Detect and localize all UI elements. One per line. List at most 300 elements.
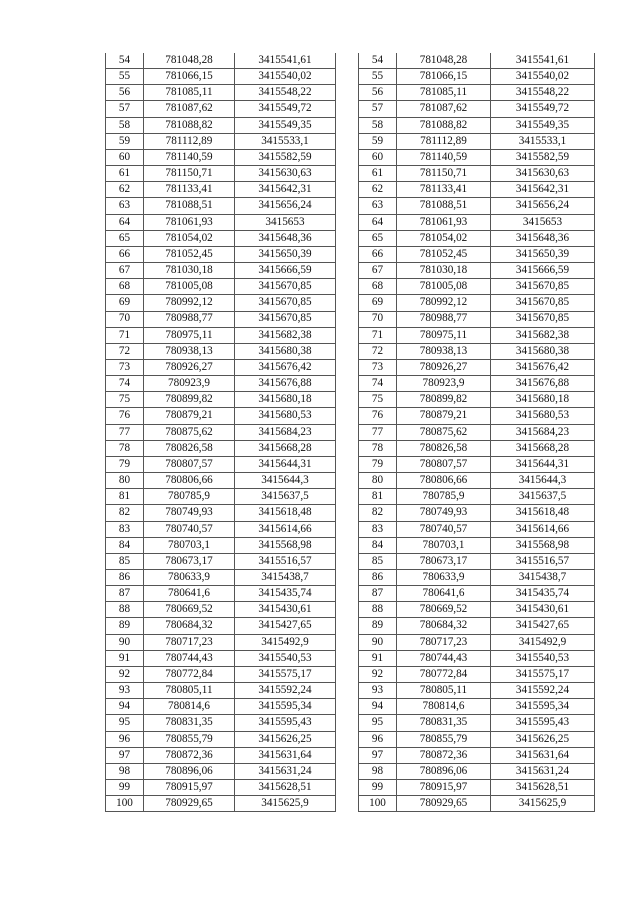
y-coordinate-cell: 3415680,53: [491, 408, 595, 424]
y-coordinate-cell: 3415680,18: [235, 392, 336, 408]
x-coordinate-cell: 780875,62: [397, 424, 491, 440]
y-coordinate-cell: 3415637,5: [235, 489, 336, 505]
y-coordinate-cell: 3415656,24: [235, 198, 336, 214]
point-number-cell: 94: [359, 699, 397, 715]
table-row: [106, 263, 336, 279]
point-number-cell: 67: [106, 263, 144, 279]
x-coordinate-cell: 780740,57: [144, 521, 235, 537]
point-number-cell: 100: [359, 796, 397, 812]
table-row: [359, 311, 595, 327]
x-coordinate-cell: 780992,12: [144, 295, 235, 311]
y-coordinate-cell: 3415631,64: [491, 747, 595, 763]
point-number-cell: 77: [106, 424, 144, 440]
point-number-cell: 70: [359, 311, 397, 327]
y-coordinate-cell: 3415595,34: [491, 699, 595, 715]
table-row: [359, 408, 595, 424]
table-row: [106, 650, 336, 666]
table-row: [106, 376, 336, 392]
x-coordinate-cell: 780923,9: [144, 376, 235, 392]
x-coordinate-cell: 780992,12: [397, 295, 491, 311]
x-coordinate-cell: 781061,93: [144, 214, 235, 230]
y-coordinate-cell: 3415626,25: [235, 731, 336, 747]
x-coordinate-cell: 781133,41: [144, 182, 235, 198]
x-coordinate-cell: 780923,9: [397, 376, 491, 392]
table-row: [106, 763, 336, 779]
point-number-cell: 80: [359, 473, 397, 489]
y-coordinate-cell: 3415650,39: [491, 246, 595, 262]
point-number-cell: 63: [359, 198, 397, 214]
point-number-cell: 65: [106, 230, 144, 246]
x-coordinate-cell: 781150,71: [144, 166, 235, 182]
point-number-cell: 73: [359, 359, 397, 375]
x-coordinate-cell: 780633,9: [397, 570, 491, 586]
point-number-cell: 65: [359, 230, 397, 246]
x-coordinate-cell: 780938,13: [397, 343, 491, 359]
table-row: [359, 473, 595, 489]
table-row: [106, 634, 336, 650]
table-row: [359, 359, 595, 375]
table-row: [359, 263, 595, 279]
x-coordinate-cell: 780717,23: [397, 634, 491, 650]
point-number-cell: 97: [359, 747, 397, 763]
y-coordinate-cell: 3415625,9: [491, 796, 595, 812]
x-coordinate-cell: 780673,17: [397, 553, 491, 569]
x-coordinate-cell: 780826,58: [397, 440, 491, 456]
table-row: [106, 392, 336, 408]
y-coordinate-cell: 3415670,85: [235, 311, 336, 327]
point-number-cell: 79: [359, 456, 397, 472]
table-row: [359, 246, 595, 262]
y-coordinate-cell: 3415435,74: [235, 586, 336, 602]
table-row: [359, 634, 595, 650]
y-coordinate-cell: 3415631,64: [235, 747, 336, 763]
table-row: [359, 376, 595, 392]
x-coordinate-cell: 780633,9: [144, 570, 235, 586]
point-number-cell: 84: [359, 537, 397, 553]
coordinates-table-left: [105, 53, 336, 812]
y-coordinate-cell: 3415625,9: [235, 796, 336, 812]
y-coordinate-cell: 3415575,17: [491, 666, 595, 682]
point-number-cell: 58: [106, 117, 144, 133]
table-row: [106, 715, 336, 731]
table-row: [106, 198, 336, 214]
point-number-cell: 78: [106, 440, 144, 456]
point-number-cell: 71: [359, 327, 397, 343]
x-coordinate-cell: 780926,27: [397, 359, 491, 375]
x-coordinate-cell: 781088,82: [144, 117, 235, 133]
point-number-cell: 78: [359, 440, 397, 456]
table-row: [106, 408, 336, 424]
point-number-cell: 80: [106, 473, 144, 489]
table-row: [359, 53, 595, 69]
x-coordinate-cell: 780896,06: [397, 763, 491, 779]
y-coordinate-cell: 3415549,72: [235, 101, 336, 117]
point-number-cell: 85: [106, 553, 144, 569]
table-row: [106, 295, 336, 311]
x-coordinate-cell: 781048,28: [144, 53, 235, 69]
table-row: [106, 521, 336, 537]
y-coordinate-cell: 3415592,24: [491, 683, 595, 699]
x-coordinate-cell: 781030,18: [397, 263, 491, 279]
table-row: [106, 166, 336, 182]
x-coordinate-cell: 781140,59: [144, 149, 235, 165]
table-row: [106, 780, 336, 796]
x-coordinate-cell: 780938,13: [144, 343, 235, 359]
x-coordinate-cell: 781088,51: [397, 198, 491, 214]
y-coordinate-cell: 3415595,43: [491, 715, 595, 731]
x-coordinate-cell: 781133,41: [397, 182, 491, 198]
y-coordinate-cell: 3415548,22: [235, 85, 336, 101]
table-row: [106, 699, 336, 715]
y-coordinate-cell: 3415430,61: [235, 602, 336, 618]
y-coordinate-cell: 3415642,31: [235, 182, 336, 198]
point-number-cell: 62: [359, 182, 397, 198]
x-coordinate-cell: 780673,17: [144, 553, 235, 569]
table-row: [359, 327, 595, 343]
x-coordinate-cell: 781048,28: [397, 53, 491, 69]
table-row: [359, 182, 595, 198]
point-number-cell: 76: [359, 408, 397, 424]
x-coordinate-cell: 780806,66: [144, 473, 235, 489]
x-coordinate-cell: 780749,93: [397, 505, 491, 521]
point-number-cell: 72: [106, 343, 144, 359]
x-coordinate-cell: 781085,11: [397, 85, 491, 101]
y-coordinate-cell: 3415614,66: [235, 521, 336, 537]
x-coordinate-cell: 780855,79: [144, 731, 235, 747]
point-number-cell: 99: [359, 780, 397, 796]
point-number-cell: 83: [106, 521, 144, 537]
table-row: [106, 182, 336, 198]
table-row: [106, 489, 336, 505]
x-coordinate-cell: 780975,11: [144, 327, 235, 343]
table-row: [106, 602, 336, 618]
y-coordinate-cell: 3415438,7: [491, 570, 595, 586]
x-coordinate-cell: 780641,6: [397, 586, 491, 602]
table-row: [359, 747, 595, 763]
y-coordinate-cell: 3415680,18: [491, 392, 595, 408]
y-coordinate-cell: 3415549,35: [491, 117, 595, 133]
y-coordinate-cell: 3415650,39: [235, 246, 336, 262]
x-coordinate-cell: 780805,11: [144, 683, 235, 699]
y-coordinate-cell: 3415582,59: [235, 149, 336, 165]
point-number-cell: 97: [106, 747, 144, 763]
x-coordinate-cell: 780749,93: [144, 505, 235, 521]
x-coordinate-cell: 780785,9: [144, 489, 235, 505]
y-coordinate-cell: 3415568,98: [491, 537, 595, 553]
x-coordinate-cell: 780872,36: [144, 747, 235, 763]
table-row: [106, 279, 336, 295]
point-number-cell: 55: [359, 69, 397, 85]
table-row: [106, 53, 336, 69]
y-coordinate-cell: 3415549,35: [235, 117, 336, 133]
table-body: [359, 53, 595, 812]
y-coordinate-cell: 3415676,42: [235, 359, 336, 375]
table-row: [359, 392, 595, 408]
point-number-cell: 87: [106, 586, 144, 602]
y-coordinate-cell: 3415575,17: [235, 666, 336, 682]
y-coordinate-cell: 3415648,36: [491, 230, 595, 246]
table-row: [106, 731, 336, 747]
y-coordinate-cell: 3415592,24: [235, 683, 336, 699]
x-coordinate-cell: 780814,6: [397, 699, 491, 715]
x-coordinate-cell: 780988,77: [144, 311, 235, 327]
x-coordinate-cell: 781088,51: [144, 198, 235, 214]
table-row: [359, 85, 595, 101]
x-coordinate-cell: 780988,77: [397, 311, 491, 327]
x-coordinate-cell: 780669,52: [397, 602, 491, 618]
point-number-cell: 62: [106, 182, 144, 198]
table-row: [359, 440, 595, 456]
x-coordinate-cell: 780975,11: [397, 327, 491, 343]
point-number-cell: 64: [106, 214, 144, 230]
y-coordinate-cell: 3415533,1: [491, 133, 595, 149]
table-row: [359, 570, 595, 586]
table-row: [106, 570, 336, 586]
table-row: [359, 537, 595, 553]
point-number-cell: 61: [106, 166, 144, 182]
table-row: [359, 166, 595, 182]
y-coordinate-cell: 3415427,65: [235, 618, 336, 634]
point-number-cell: 73: [106, 359, 144, 375]
y-coordinate-cell: 3415516,57: [235, 553, 336, 569]
x-coordinate-cell: 781112,89: [397, 133, 491, 149]
point-number-cell: 75: [106, 392, 144, 408]
table-row: [106, 424, 336, 440]
x-coordinate-cell: 781088,82: [397, 117, 491, 133]
y-coordinate-cell: 3415549,72: [491, 101, 595, 117]
point-number-cell: 56: [106, 85, 144, 101]
point-number-cell: 81: [359, 489, 397, 505]
y-coordinate-cell: 3415492,9: [235, 634, 336, 650]
x-coordinate-cell: 780641,6: [144, 586, 235, 602]
table-row: [106, 69, 336, 85]
y-coordinate-cell: 3415670,85: [491, 279, 595, 295]
y-coordinate-cell: 3415682,38: [235, 327, 336, 343]
x-coordinate-cell: 781005,08: [397, 279, 491, 295]
x-coordinate-cell: 780814,6: [144, 699, 235, 715]
point-number-cell: 86: [106, 570, 144, 586]
y-coordinate-cell: 3415541,61: [491, 53, 595, 69]
point-number-cell: 54: [106, 53, 144, 69]
table-row: [106, 456, 336, 472]
x-coordinate-cell: 780855,79: [397, 731, 491, 747]
y-coordinate-cell: 3415644,31: [491, 456, 595, 472]
y-coordinate-cell: 3415618,48: [491, 505, 595, 521]
table-row: [359, 715, 595, 731]
point-number-cell: 67: [359, 263, 397, 279]
point-number-cell: 56: [359, 85, 397, 101]
x-coordinate-cell: 780703,1: [144, 537, 235, 553]
point-number-cell: 60: [106, 149, 144, 165]
y-coordinate-cell: 3415644,31: [235, 456, 336, 472]
table-row: [106, 85, 336, 101]
point-number-cell: 57: [106, 101, 144, 117]
x-coordinate-cell: 781054,02: [144, 230, 235, 246]
table-row: [106, 133, 336, 149]
y-coordinate-cell: 3415540,02: [491, 69, 595, 85]
point-number-cell: 88: [106, 602, 144, 618]
point-number-cell: 57: [359, 101, 397, 117]
point-number-cell: 87: [359, 586, 397, 602]
y-coordinate-cell: 3415595,43: [235, 715, 336, 731]
table-row: [359, 230, 595, 246]
point-number-cell: 77: [359, 424, 397, 440]
x-coordinate-cell: 780896,06: [144, 763, 235, 779]
x-coordinate-cell: 780929,65: [144, 796, 235, 812]
y-coordinate-cell: 3415670,85: [235, 279, 336, 295]
y-coordinate-cell: 3415631,24: [235, 763, 336, 779]
y-coordinate-cell: 3415676,42: [491, 359, 595, 375]
table-row: [359, 618, 595, 634]
x-coordinate-cell: 780826,58: [144, 440, 235, 456]
x-coordinate-cell: 780879,21: [144, 408, 235, 424]
point-number-cell: 98: [359, 763, 397, 779]
table-row: [106, 505, 336, 521]
x-coordinate-cell: 780929,65: [397, 796, 491, 812]
point-number-cell: 100: [106, 796, 144, 812]
point-number-cell: 55: [106, 69, 144, 85]
point-number-cell: 58: [359, 117, 397, 133]
x-coordinate-cell: 780717,23: [144, 634, 235, 650]
x-coordinate-cell: 781150,71: [397, 166, 491, 182]
point-number-cell: 85: [359, 553, 397, 569]
y-coordinate-cell: 3415626,25: [491, 731, 595, 747]
point-number-cell: 99: [106, 780, 144, 796]
x-coordinate-cell: 781085,11: [144, 85, 235, 101]
point-number-cell: 68: [359, 279, 397, 295]
table-row: [106, 440, 336, 456]
table-row: [106, 149, 336, 165]
point-number-cell: 64: [359, 214, 397, 230]
x-coordinate-cell: 781052,45: [397, 246, 491, 262]
y-coordinate-cell: 3415427,65: [491, 618, 595, 634]
point-number-cell: 69: [359, 295, 397, 311]
point-number-cell: 66: [106, 246, 144, 262]
y-coordinate-cell: 3415630,63: [235, 166, 336, 182]
y-coordinate-cell: 3415435,74: [491, 586, 595, 602]
point-number-cell: 95: [106, 715, 144, 731]
x-coordinate-cell: 781087,62: [144, 101, 235, 117]
x-coordinate-cell: 780875,62: [144, 424, 235, 440]
point-number-cell: 60: [359, 149, 397, 165]
point-number-cell: 89: [359, 618, 397, 634]
table-row: [359, 133, 595, 149]
point-number-cell: 93: [359, 683, 397, 699]
table-row: [359, 69, 595, 85]
x-coordinate-cell: 780772,84: [144, 666, 235, 682]
point-number-cell: 94: [106, 699, 144, 715]
table-row: [359, 295, 595, 311]
x-coordinate-cell: 780740,57: [397, 521, 491, 537]
point-number-cell: 63: [106, 198, 144, 214]
table-row: [106, 311, 336, 327]
y-coordinate-cell: 3415492,9: [491, 634, 595, 650]
point-number-cell: 90: [359, 634, 397, 650]
x-coordinate-cell: 781005,08: [144, 279, 235, 295]
x-coordinate-cell: 781052,45: [144, 246, 235, 262]
x-coordinate-cell: 780879,21: [397, 408, 491, 424]
point-number-cell: 86: [359, 570, 397, 586]
table-row: [359, 586, 595, 602]
point-number-cell: 71: [106, 327, 144, 343]
x-coordinate-cell: 780772,84: [397, 666, 491, 682]
point-number-cell: 69: [106, 295, 144, 311]
point-number-cell: 96: [359, 731, 397, 747]
y-coordinate-cell: 3415631,24: [491, 763, 595, 779]
table-row: [359, 521, 595, 537]
y-coordinate-cell: 3415618,48: [235, 505, 336, 521]
x-coordinate-cell: 780744,43: [144, 650, 235, 666]
x-coordinate-cell: 780926,27: [144, 359, 235, 375]
point-number-cell: 98: [106, 763, 144, 779]
table-row: [359, 214, 595, 230]
point-number-cell: 93: [106, 683, 144, 699]
y-coordinate-cell: 3415630,63: [491, 166, 595, 182]
y-coordinate-cell: 3415568,98: [235, 537, 336, 553]
y-coordinate-cell: 3415438,7: [235, 570, 336, 586]
table-row: [359, 456, 595, 472]
y-coordinate-cell: 3415684,23: [491, 424, 595, 440]
table-row: [359, 149, 595, 165]
y-coordinate-cell: 3415648,36: [235, 230, 336, 246]
table-row: [106, 796, 336, 812]
y-coordinate-cell: 3415670,85: [491, 311, 595, 327]
point-number-cell: 89: [106, 618, 144, 634]
table-row: [106, 359, 336, 375]
y-coordinate-cell: 3415614,66: [491, 521, 595, 537]
point-number-cell: 91: [106, 650, 144, 666]
table-row: [359, 553, 595, 569]
table-row: [106, 230, 336, 246]
y-coordinate-cell: 3415670,85: [235, 295, 336, 311]
x-coordinate-cell: 781030,18: [144, 263, 235, 279]
y-coordinate-cell: 3415637,5: [491, 489, 595, 505]
point-number-cell: 92: [106, 666, 144, 682]
y-coordinate-cell: 3415548,22: [491, 85, 595, 101]
table-row: [106, 683, 336, 699]
table-row: [106, 246, 336, 262]
table-row: [359, 796, 595, 812]
point-number-cell: 61: [359, 166, 397, 182]
point-number-cell: 79: [106, 456, 144, 472]
x-coordinate-cell: 780899,82: [144, 392, 235, 408]
y-coordinate-cell: 3415668,28: [235, 440, 336, 456]
point-number-cell: 83: [359, 521, 397, 537]
y-coordinate-cell: 3415670,85: [491, 295, 595, 311]
y-coordinate-cell: 3415541,61: [235, 53, 336, 69]
y-coordinate-cell: 3415684,23: [235, 424, 336, 440]
point-number-cell: 70: [106, 311, 144, 327]
y-coordinate-cell: 3415676,88: [491, 376, 595, 392]
table-row: [106, 101, 336, 117]
table-row: [359, 343, 595, 359]
point-number-cell: 90: [106, 634, 144, 650]
y-coordinate-cell: 3415680,38: [235, 343, 336, 359]
x-coordinate-cell: 780684,32: [397, 618, 491, 634]
table-row: [106, 343, 336, 359]
y-coordinate-cell: 3415644,3: [491, 473, 595, 489]
x-coordinate-cell: 780744,43: [397, 650, 491, 666]
point-number-cell: 75: [359, 392, 397, 408]
table-row: [106, 214, 336, 230]
point-number-cell: 82: [359, 505, 397, 521]
x-coordinate-cell: 781112,89: [144, 133, 235, 149]
table-row: [359, 731, 595, 747]
point-number-cell: 91: [359, 650, 397, 666]
point-number-cell: 59: [359, 133, 397, 149]
x-coordinate-cell: 780807,57: [397, 456, 491, 472]
y-coordinate-cell: 3415540,53: [491, 650, 595, 666]
